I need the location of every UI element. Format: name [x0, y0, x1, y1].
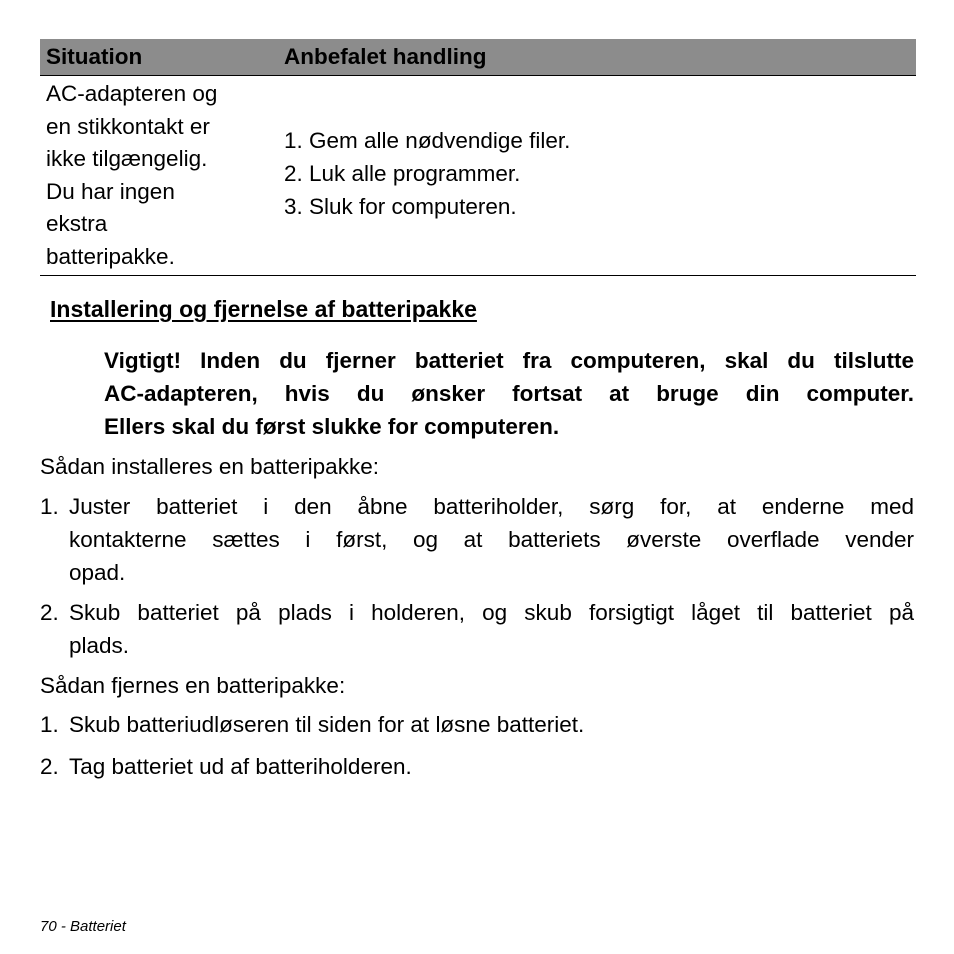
action-step: 2. Luk alle programmer. [284, 161, 521, 186]
column-header-action: Anbefalet handling [284, 44, 487, 69]
situation-line: AC-adapteren og [46, 81, 218, 106]
step-number: 2. [40, 600, 59, 625]
step-text [69, 750, 914, 783]
situation-line: ikke tilgængelig. [46, 146, 208, 171]
remove-intro: Sådan fjernes en batteripakke: [40, 673, 346, 698]
action-cell [284, 76, 916, 275]
note-line: Ellers skal du først slukke for computeren. [104, 414, 560, 439]
step-number: 1. [40, 712, 59, 737]
troubleshooting-table [40, 39, 916, 276]
situation-cell [40, 76, 284, 275]
action-step: 1. Gem alle nødvendige filer. [284, 128, 571, 153]
important-note [104, 344, 914, 443]
step-number: 2. [40, 754, 59, 779]
step-text [69, 596, 914, 662]
table-row [40, 76, 916, 276]
table-header-row [40, 39, 916, 76]
step-line: plads. [69, 633, 130, 658]
page-footer: 70 - Batteriet [40, 918, 126, 935]
situation-line: en stikkontakt er [46, 113, 210, 139]
note-line: AC-adapteren, hvis du ønsker fortsat at bruge din computer. [104, 381, 914, 406]
step-line: Juster batteriet i den åbne batteriholder, sørg for, at enderne med [69, 494, 914, 519]
situation-line: ekstra [46, 211, 108, 236]
step-number: 1. [40, 494, 59, 519]
note-line: Vigtigt! Inden du fjerner batteriet fra computeren, skal du tilslutte [104, 348, 914, 373]
section-heading: Installering og fjernelse af batteripakke [50, 296, 477, 322]
install-intro: Sådan installeres en batteripakke: [40, 454, 379, 479]
situation-line: batteripakke. [46, 243, 175, 269]
column-header-situation: Situation [46, 44, 143, 69]
step-text [69, 708, 914, 741]
situation-line: Du har ingen [46, 178, 175, 204]
step-line: opad. [69, 560, 126, 585]
step-line: Skub batteriudløseren til siden for at løsne batteriet. [69, 712, 585, 737]
step-line: Tag batteriet ud af batteriholderen. [69, 754, 412, 779]
step-line: Skub batteriet på plads i holderen, og skub forsigtigt låget til batteriet på [69, 600, 914, 625]
step-text [69, 490, 914, 589]
step-line: kontakterne sættes i først, og at batteriets øverste overflade vender [69, 527, 914, 552]
action-step: 3. Sluk for computeren. [284, 194, 517, 219]
